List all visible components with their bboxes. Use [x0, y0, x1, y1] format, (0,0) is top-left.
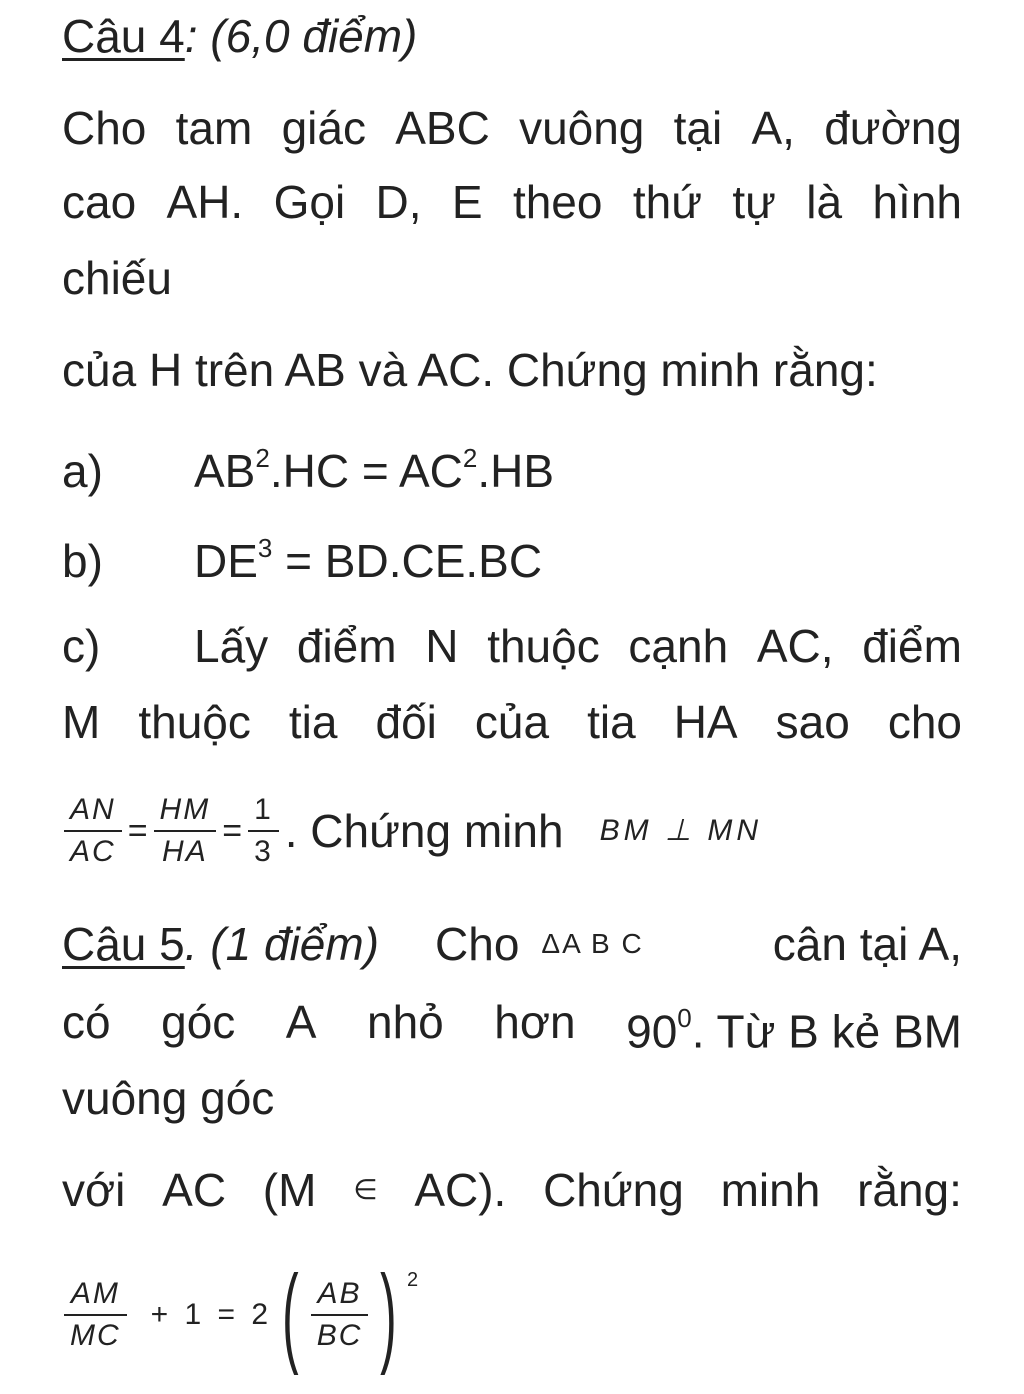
left-paren: (	[282, 1253, 299, 1376]
word: M	[62, 696, 101, 748]
triangle-abc: ΔA B C	[541, 928, 644, 959]
word: D,	[375, 176, 422, 228]
word: thứ	[632, 176, 702, 228]
word: Gọi	[273, 176, 346, 228]
q5-line4	[62, 1162, 962, 1218]
word: với	[62, 1164, 126, 1216]
fraction-am-mc: $\frac{AM}{MC}$	[64, 1274, 127, 1356]
q4-item-a	[62, 434, 962, 499]
word: tại	[673, 102, 723, 154]
q4-c-fraction-line	[62, 776, 962, 886]
word: A	[285, 996, 317, 1048]
fraction-an-ac: $\frac{AN}{AC}$	[64, 790, 122, 872]
word: Lấy	[194, 620, 269, 672]
degree-value: $90^0$. Từ B kẻ BM	[626, 1003, 962, 1058]
word: sao	[775, 696, 850, 748]
item-b-formula: $DE^3 = BD.CE.BC$	[194, 533, 543, 588]
q4-item-c	[62, 618, 962, 674]
word: cao	[62, 176, 137, 228]
q4-line4: của H trên AB và AC. Chứng minh rằng:	[62, 344, 878, 396]
word: minh	[720, 1164, 821, 1216]
item-a-label: a)	[62, 445, 103, 498]
q5-isosceles-text: cân tại A,	[772, 918, 962, 970]
word: điểm	[296, 620, 397, 672]
word: đối	[375, 696, 437, 748]
perpendicular-statement: BM ⊥ MN	[599, 814, 763, 847]
word: rằng:	[857, 1164, 962, 1216]
q5-line3: vuông góc	[62, 1072, 275, 1124]
q4-heading: Câu 4	[62, 10, 185, 62]
equals-sign: =	[127, 812, 148, 850]
word: tự	[732, 176, 776, 228]
word: cho	[887, 696, 962, 748]
fraction-hm-ha: $\frac{HM}{HA}$	[154, 790, 217, 872]
word: theo	[512, 176, 603, 228]
word: cạnh	[628, 620, 729, 672]
word: tia	[288, 696, 338, 748]
word: nhỏ	[367, 996, 444, 1048]
q4-points: : (6,0 điểm)	[184, 10, 418, 62]
word: có	[62, 996, 111, 1048]
word: thuộc	[487, 620, 600, 672]
q4-title	[62, 8, 962, 64]
prove-text: . Chứng minh	[284, 805, 564, 857]
word: điểm	[862, 620, 962, 672]
item-c-label: c)	[62, 620, 101, 672]
q5-line1	[62, 916, 962, 972]
word: đường	[824, 102, 962, 154]
item-b-label: b)	[62, 535, 103, 588]
q5-formula	[62, 1250, 962, 1380]
fraction-one-third: $\frac{1}{3}$	[248, 790, 279, 872]
word: ∈	[353, 1174, 378, 1205]
word: AC	[162, 1164, 227, 1216]
word: E	[451, 176, 483, 228]
word: AH.	[166, 176, 244, 228]
word: tia	[587, 696, 636, 748]
q4-line3: chiếu	[62, 252, 172, 304]
q4-item-b	[62, 524, 962, 589]
item-c-line1	[194, 618, 962, 674]
q5-points: . (1 điểm)	[184, 918, 380, 970]
equals-sign: =	[222, 812, 243, 850]
word: N	[425, 620, 459, 672]
power-two: 2	[407, 1269, 419, 1291]
word: góc	[161, 996, 236, 1048]
word: ABC	[395, 102, 490, 154]
word: AC,	[756, 620, 834, 672]
word: Cho	[62, 102, 147, 154]
word: HA	[673, 696, 738, 748]
word: (M	[262, 1164, 317, 1216]
q4-line1	[62, 100, 962, 156]
word: Chứng	[543, 1164, 684, 1216]
word: giác	[281, 102, 366, 154]
word: là	[806, 176, 843, 228]
q4-c-line2	[62, 694, 962, 750]
word: tam	[175, 102, 253, 154]
q4-line2	[62, 174, 962, 230]
word: A,	[751, 102, 795, 154]
q5-heading: Câu 5	[62, 918, 185, 970]
word: của	[474, 696, 550, 748]
word: thuộc	[138, 696, 251, 748]
q5-line2	[62, 994, 962, 1059]
word: hơn	[494, 996, 576, 1048]
fraction-ab-bc: $\frac{AB}{BC}$	[311, 1274, 369, 1356]
item-a-formula: $AB^2.HC = AC^2.HB$	[194, 443, 555, 498]
plus-one-equals-two: + 1 = 2	[150, 1298, 273, 1331]
q5-cho: Cho	[435, 918, 520, 970]
word: hình	[872, 176, 962, 228]
word: vuông	[519, 102, 645, 154]
right-paren: )	[380, 1253, 397, 1376]
word: AC).	[414, 1164, 507, 1216]
